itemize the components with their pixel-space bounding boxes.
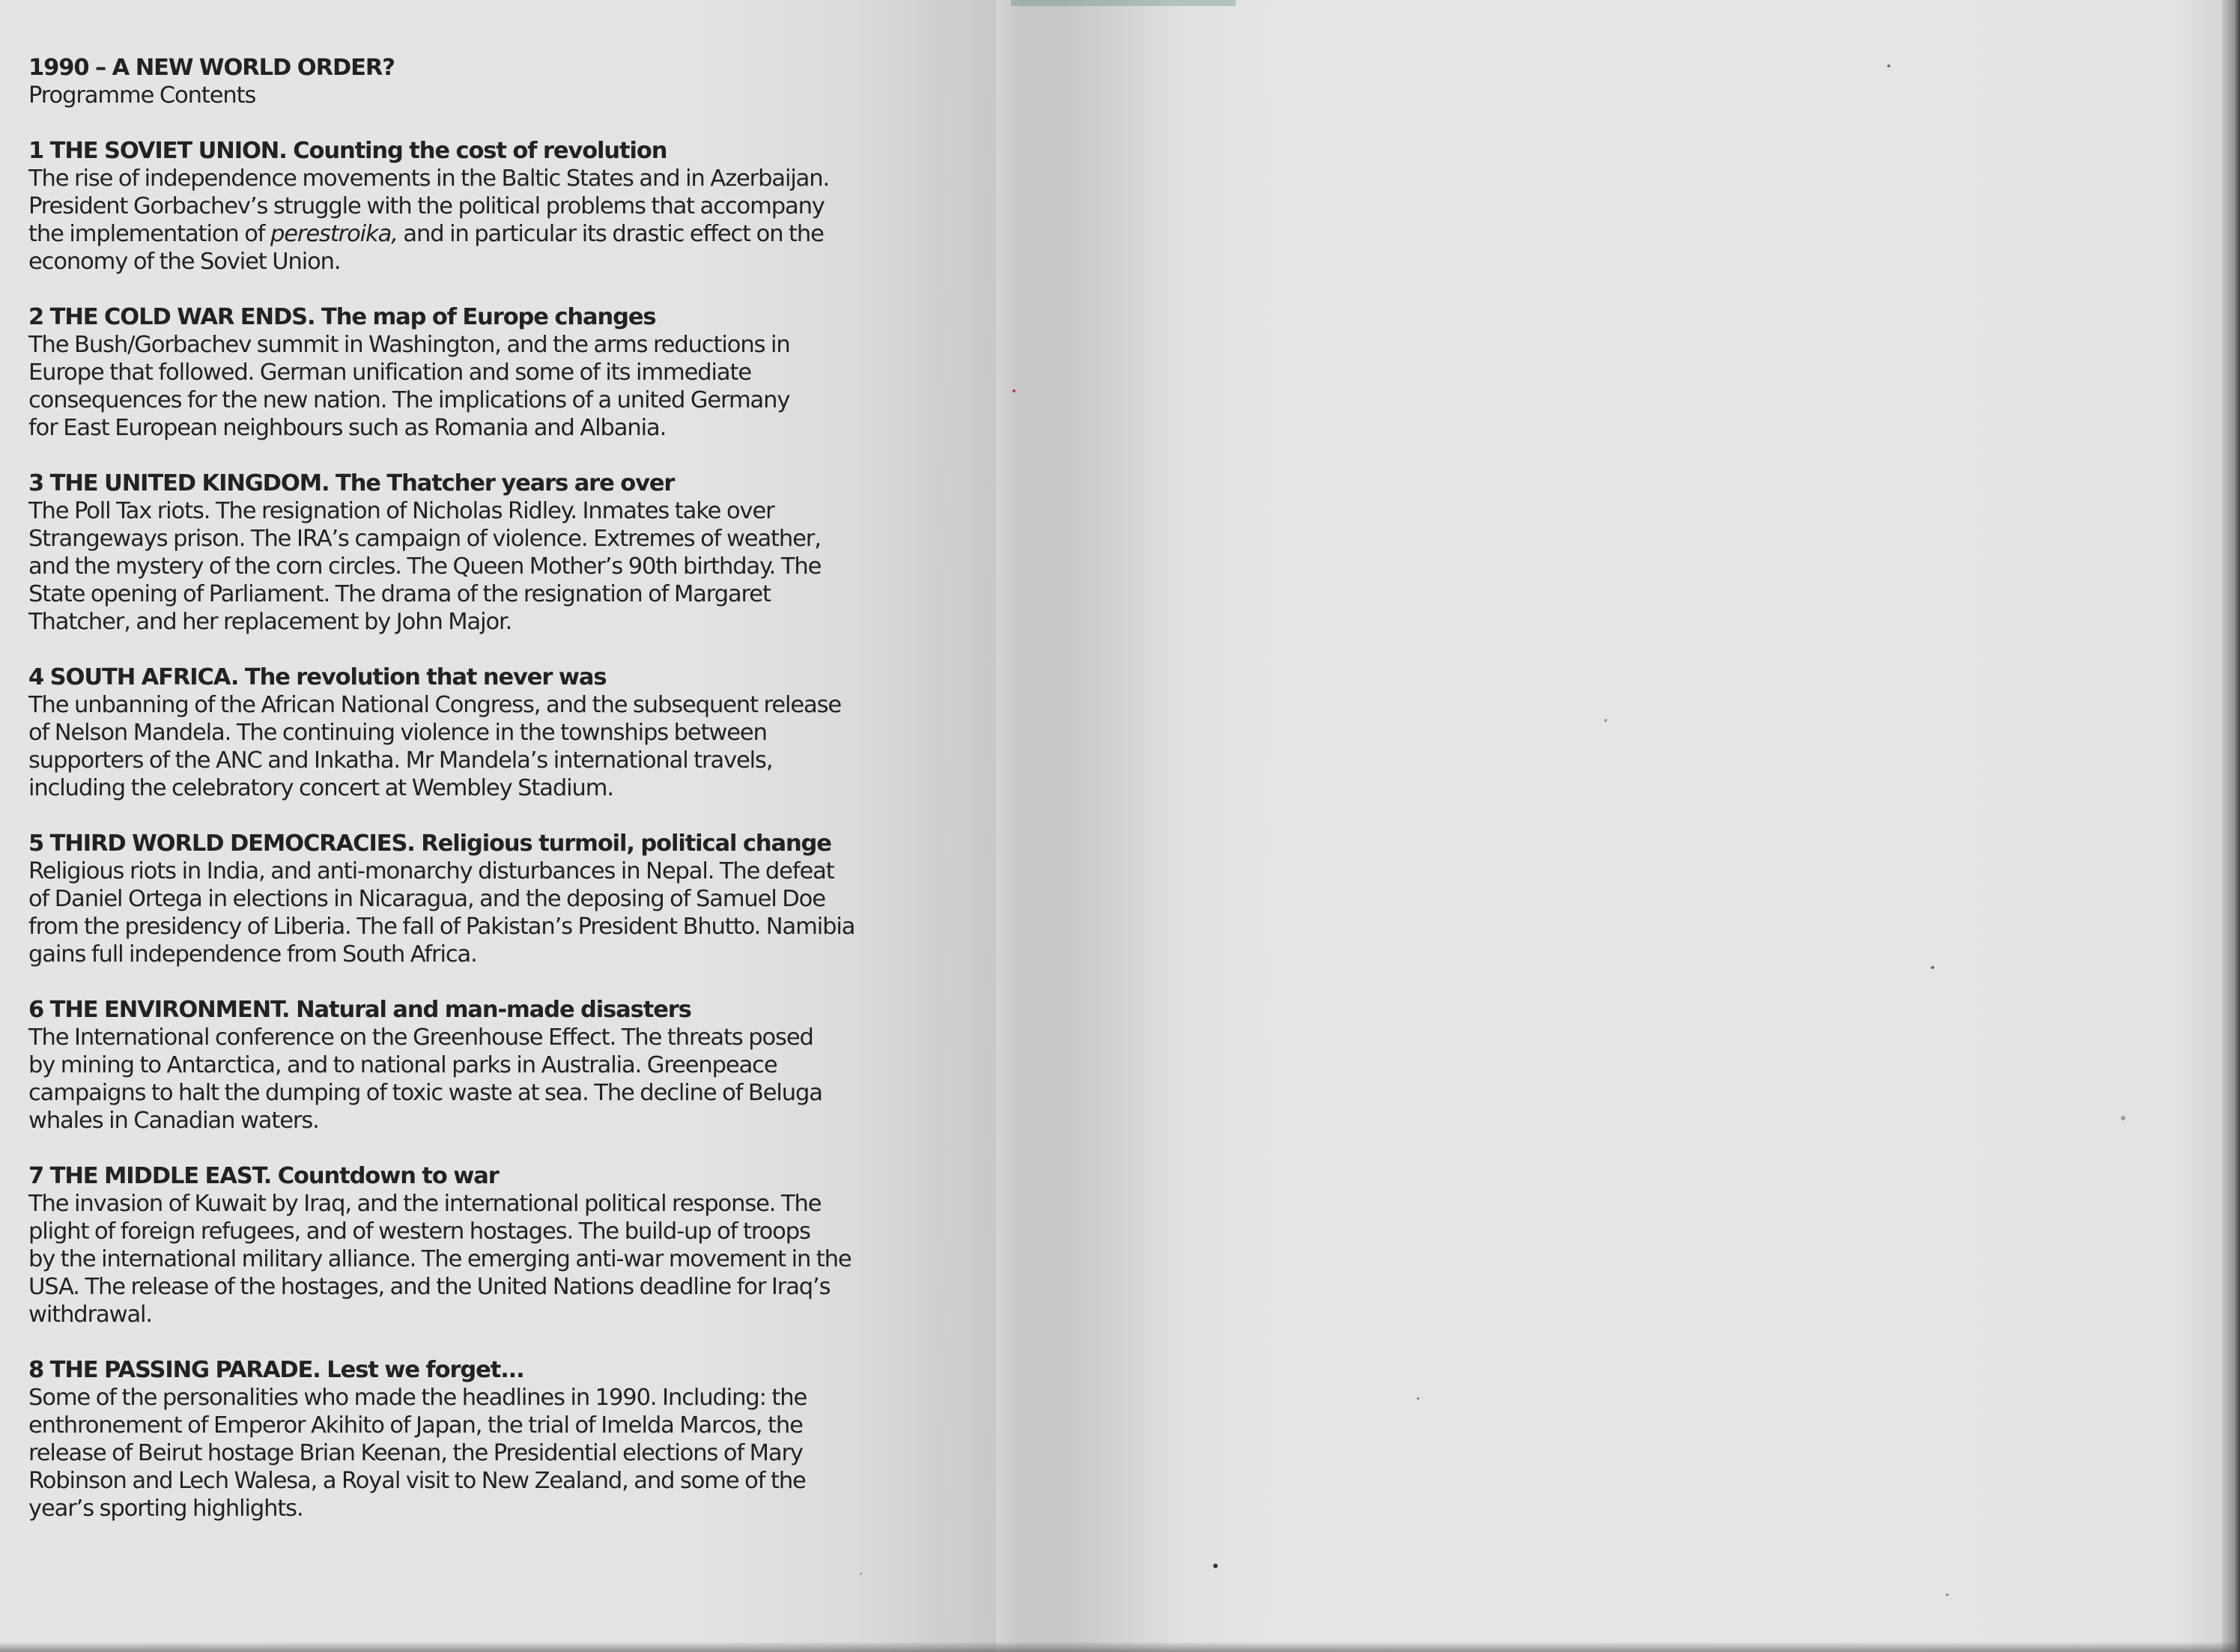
section-5: [28, 830, 950, 968]
dust-speck: [1887, 64, 1890, 67]
dust-speck: [860, 1573, 862, 1575]
bottom-edge-shadow: [0, 1642, 2240, 1652]
section-body: The unbanning of the African National Congress, and the subsequent release of Nelson Mandela. The continuing violence in the townships between supporters of the ANC and Inkatha. Mr Mandela’s international travels, including the celebratory concert at Wembley Stadium.: [28, 692, 842, 801]
section-8: [28, 1356, 950, 1522]
section-heading: 3 THE UNITED KINGDOM. The Thatcher years are over: [28, 470, 675, 496]
dust-speck: [1946, 1594, 1949, 1596]
section-2: [28, 303, 950, 442]
section-body: The rise of independence movements in the Baltic States and in Azerbaijan. President Gorbachev’s struggle with the political problems that accompany the implementation of perestroika, and in particular its drastic effect on the economy of the Soviet Union.: [28, 165, 830, 275]
section-heading: 4 SOUTH AFRICA. The revolution that never was: [28, 664, 607, 690]
section-body: Religious riots in India, and anti-monarchy disturbances in Nepal. The defeat of Daniel Ortega in elections in Nicaragua, and the deposing of Samuel Doe from the presidency of Liberia. The fall of Pakistan’s President Bhutto. Namibia gains full independence from South Africa.: [28, 858, 855, 968]
dust-speck: [1013, 389, 1016, 392]
dust-speck: [1417, 1397, 1419, 1400]
italic-term: perestroika,: [270, 221, 398, 247]
programme-contents: [28, 54, 950, 1550]
section-7: [28, 1162, 950, 1328]
right-page-blank: [1168, 0, 2240, 1652]
dust-speck: [1931, 966, 1934, 969]
document-title: 1990 – A NEW WORLD ORDER?: [28, 55, 395, 81]
section-list: [28, 137, 950, 1522]
section-heading: 2 THE COLD WAR ENDS. The map of Europe changes: [28, 304, 656, 330]
section-heading: 8 THE PASSING PARADE. Lest we forget...: [28, 1357, 524, 1383]
section-body: The invasion of Kuwait by Iraq, and the international political response. The plight of foreign refugees, and of western hostages. The build-up of troops by the international military alliance. The emerging anti-war movement in the USA. The release of the hostages, and the United Nations deadline for Iraq’s withdrawal.: [28, 1191, 852, 1328]
section-6: [28, 996, 950, 1135]
section-heading: 6 THE ENVIRONMENT. Natural and man-made disasters: [28, 997, 691, 1023]
dust-speck: [1604, 719, 1607, 722]
top-fold-tint: [1011, 0, 1236, 6]
section-heading: 1 THE SOVIET UNION. Counting the cost of revolution: [28, 138, 667, 164]
document-subtitle: Programme Contents: [28, 82, 256, 109]
dust-speck: [2121, 1116, 2125, 1120]
section-body: The International conference on the Greenhouse Effect. The threats posed by mining to Antarctica, and to national parks in Australia. Greenpeace campaigns to halt the dumping of toxic waste at sea. The decline of Beluga whales in Canadian waters.: [28, 1024, 822, 1134]
section-1: [28, 137, 950, 276]
section-heading: 5 THIRD WORLD DEMOCRACIES. Religious turmoil, political change: [28, 830, 831, 857]
section-3: [28, 470, 950, 636]
section-4: [28, 663, 950, 802]
section-body: The Poll Tax riots. The resignation of Nicholas Ridley. Inmates take over Strangeways prison. The IRA’s campaign of violence. Extremes of weather, and the mystery of the corn circles. The Queen Mother’s 90th birthday. The State opening of Parliament. The drama of the resignation of Margaret Thatcher, and her replacement by John Major.: [28, 498, 822, 635]
section-body: Some of the personalities who made the headlines in 1990. Including: the enthronement of Emperor Akihito of Japan, the trial of Imelda Marcos, the release of Beirut hostage Brian Keenan, the Presidential elections of Mary Robinson and Lech Walesa, a Royal visit to New Zealand, and some of the year’s sporting highlights.: [28, 1385, 807, 1522]
section-heading: 7 THE MIDDLE EAST. Countdown to war: [28, 1163, 499, 1189]
right-edge-shadow: [2222, 0, 2240, 1652]
dust-speck: [1213, 1564, 1218, 1568]
section-body: The Bush/Gorbachev summit in Washington, and the arms reductions in Europe that followed. German unification and some of its immediate consequences for the new nation. The implications of a united Germany for East European neighbours such as Romania and Albania.: [28, 332, 790, 441]
